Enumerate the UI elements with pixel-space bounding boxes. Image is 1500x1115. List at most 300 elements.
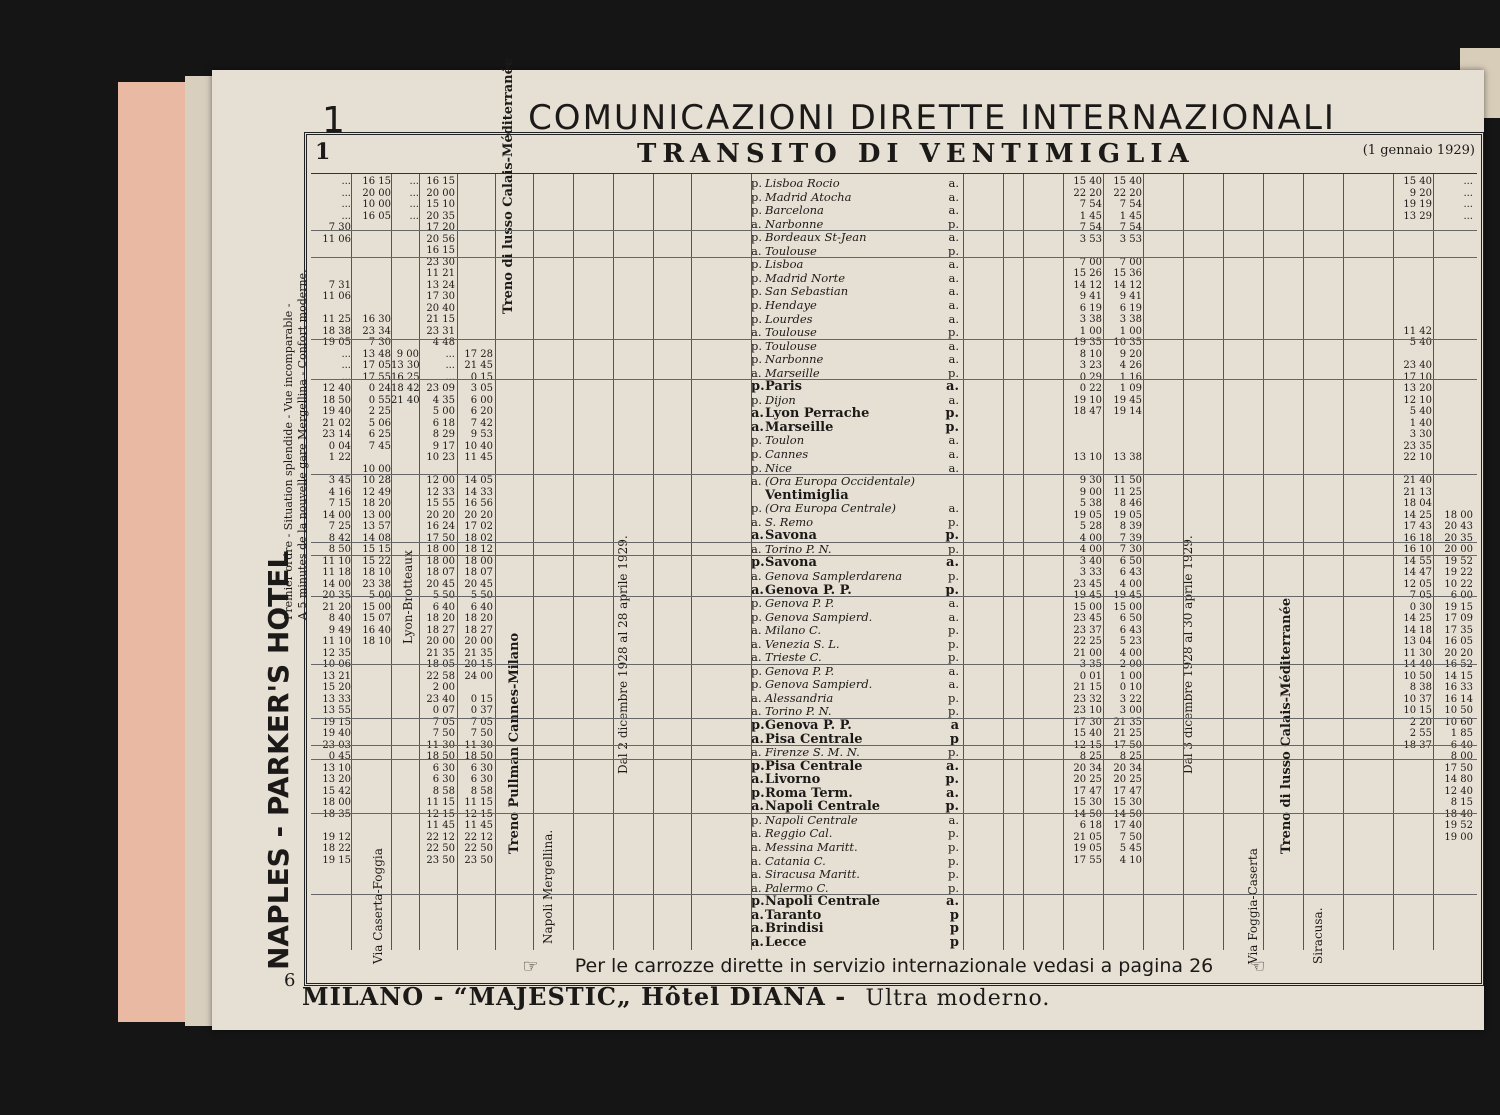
- station-direction-end: p.: [945, 799, 959, 815]
- bottom-advert: [302, 982, 1050, 1011]
- station-row: [751, 745, 963, 758]
- station-direction-end: a.: [948, 596, 959, 611]
- station-row: [751, 583, 963, 596]
- station-direction-end: p.: [947, 650, 959, 665]
- station-name: Lecce: [765, 934, 807, 950]
- station-row: [751, 867, 963, 880]
- station-row: [751, 637, 963, 650]
- station-name: Marseille: [765, 365, 820, 380]
- label-lyon: Lyon-Brotteaux: [401, 550, 415, 644]
- station-direction: p.: [751, 460, 763, 475]
- label-dal-left: Dal 2 dicembre 1928 al 28 aprile 1929.: [616, 535, 630, 774]
- station-row: [751, 704, 963, 717]
- station-direction-end: a.: [948, 257, 959, 272]
- station-direction-end: p: [949, 921, 959, 937]
- station-row: [751, 623, 963, 636]
- station-direction: a.: [751, 419, 764, 435]
- station-name: Narbonne: [765, 216, 824, 231]
- times-col-3: ... ... ... ... 9 00 13 30 16 25 18 42 21 40: [391, 176, 420, 406]
- column-rule: [613, 174, 614, 950]
- station-row: [751, 908, 963, 921]
- station-row: [751, 677, 963, 690]
- station-row: [751, 393, 963, 406]
- station-name: Milano C.: [765, 623, 822, 638]
- column-rule: [1023, 174, 1024, 950]
- bottom-advert-tail: Ultra moderno.: [865, 986, 1051, 1011]
- side-note-line-2: A 5 minutes de la nouvelle gare Mergellina - Confort moderne.: [296, 269, 309, 620]
- station-direction-end: p: [949, 731, 959, 747]
- station-name: Dijon: [765, 392, 796, 407]
- station-direction-end: p.: [945, 419, 959, 435]
- times-col-far-right-2: ... ... ... ... 18 00 20 43 20 35 20 00 19 52 19 22 10 22 6 00 19 15 17 09 17 35 16 05 20 20 16 52 14 15 16 33 16 14 10 50 10 60 1 85 6 40 8 00 17 50 14 80 12 40 8 15 18 40 19 52 19 00: [1444, 176, 1473, 843]
- station-direction: p.: [751, 270, 763, 285]
- station-row: [751, 501, 963, 514]
- station-row: [751, 759, 963, 772]
- station-name: Marseille: [765, 419, 834, 435]
- bottom-advert-main: MILANO - “MAJESTIC„ Hôtel DIANA -: [302, 982, 847, 1011]
- times-col-right-1: 15 40 22 20 7 54 1 45 7 54 3 53 7 00 15 26 14 12 9 41 6 19 3 38 1 00 19 35 8 10 3 23 0 29 0 22 19 10 18 47 13 10 9 30 9 00 5 38 19 05 5 28 4 00 4 00 3 40 3 33 23 45 19 45 15 00 23 45 23 37 22 25 21 00 3 35 0 01 21 15 23 32 23 10 17 30 15 40 12 15 8 25 20 34 20 25 17 47 15 30 14 50 6 18 21 05 19 05 17 55: [1073, 176, 1102, 866]
- page-number-bottom: 6: [284, 970, 296, 991]
- station-row: [751, 284, 963, 297]
- station-direction: p.: [751, 501, 763, 516]
- station-name: Catania C.: [765, 853, 826, 868]
- column-rule: [457, 174, 458, 950]
- station-name: Firenze S. M. N.: [765, 745, 860, 760]
- table-title: TRANSITO DI VENTIMIGLIA: [637, 139, 1195, 169]
- station-name: Genova Sampierd.: [765, 677, 873, 692]
- station-direction: a.: [751, 907, 764, 923]
- station-direction: a.: [751, 216, 762, 231]
- station-row: [751, 569, 963, 582]
- station-name: Bordeaux St-Jean: [765, 230, 867, 245]
- station-direction-end: p: [949, 934, 959, 950]
- station-direction-end: a.: [948, 176, 959, 190]
- station-direction: p.: [751, 447, 763, 461]
- station-name: S. Remo: [765, 514, 814, 529]
- column-rule: [1143, 174, 1144, 950]
- station-direction: a.: [751, 528, 764, 544]
- table-date: (1 gennaio 1929): [1362, 143, 1475, 158]
- station-row: [751, 325, 963, 338]
- station-name: Toulouse: [765, 338, 817, 353]
- station-direction: p.: [751, 230, 763, 245]
- station-name: San Sebastian: [765, 284, 849, 299]
- station-row: [751, 420, 963, 433]
- station-direction: a.: [751, 731, 764, 747]
- station-direction-end: a.: [946, 555, 959, 571]
- section-rule: [311, 596, 1477, 597]
- station-direction: p.: [751, 718, 765, 733]
- station-name: Madrid Norte: [765, 270, 846, 285]
- station-direction-end: a.: [948, 501, 959, 516]
- station-row: [751, 610, 963, 623]
- station-row: [751, 813, 963, 826]
- station-direction-end: a.: [948, 230, 959, 245]
- station-direction-end: a.: [948, 677, 959, 692]
- station-direction: p.: [751, 352, 763, 367]
- station-direction-end: a.: [948, 663, 959, 678]
- table-footer-text: Per le carrozze dirette in servizio internazionale vedasi a pagina 26: [574, 955, 1214, 977]
- label-foggia-right: Via Foggia-Caserta: [1246, 848, 1260, 964]
- station-direction: a.: [751, 582, 764, 598]
- station-direction: p.: [751, 555, 765, 571]
- station-row: [751, 271, 963, 284]
- station-name: Genova Samplerdarena: [765, 568, 903, 583]
- station-direction: a.: [751, 745, 762, 760]
- times-col-5: 17 28 21 45 0 15 3 05 6 00 6 20 7 42 9 53 10 40 11 45 14 05 14 33 16 56 20 20 17 02 18 02 18 12 18 00 18 07 20 45 5 50 6 40 18 20 18 27 20 00 21 35 20 15 24 00 0 15 0 37 7 05 7 50 11 30 18 50 6 30 6 30 8 58 11 15 12 15 11 45 22 12 22 50 23 50: [464, 348, 493, 866]
- station-direction-end: p.: [945, 406, 959, 422]
- column-rule: [1433, 174, 1434, 950]
- station-name: Toulouse: [765, 325, 817, 340]
- station-row: [751, 447, 963, 460]
- station-direction-end: a.: [948, 433, 959, 448]
- label-pullman: Treno Pullman Cannes-Milano: [507, 632, 522, 854]
- section-rule: [311, 555, 1477, 556]
- station-direction-end: a.: [946, 894, 959, 910]
- station-row: [751, 894, 963, 910]
- station-name: Savona: [765, 555, 817, 571]
- station-direction: a.: [751, 623, 762, 638]
- table-number: 1: [315, 139, 331, 165]
- station-direction-end: p.: [947, 636, 959, 651]
- station-name: Lisboa: [765, 257, 804, 272]
- label-dal-right: Dal 3 dicembre 1928 al 30 aprile 1929.: [1181, 535, 1195, 774]
- section-rule: [311, 474, 1477, 475]
- station-row: [751, 691, 963, 704]
- station-row: [751, 772, 963, 788]
- station-direction-end: p.: [945, 582, 959, 598]
- section-rule: [311, 230, 1477, 231]
- station-direction: a.: [751, 704, 762, 719]
- section-rule: [311, 339, 1477, 340]
- station-row: [751, 203, 963, 216]
- station-row: [751, 555, 963, 571]
- side-note-line-1: Premier ordre - Situation splendide - Vue incomparable -: [282, 303, 295, 620]
- station-name: Torino P. N.: [765, 541, 832, 556]
- station-row: [751, 244, 963, 257]
- column-rule: [963, 174, 964, 950]
- column-rule: [1003, 174, 1004, 950]
- station-direction: p.: [751, 392, 763, 407]
- station-row: [751, 826, 963, 839]
- station-row: [751, 650, 963, 663]
- station-direction: a.: [751, 799, 764, 815]
- column-rule: [1183, 174, 1184, 950]
- station-direction-end: a.: [948, 609, 959, 624]
- station-direction-end: p.: [947, 690, 959, 705]
- label-lusso-right: Treno di lusso Calais-Méditerranée: [1279, 597, 1294, 854]
- station-direction: a.: [751, 839, 762, 854]
- label-lusso-left: Treno di lusso Calais-Méditerranée: [501, 57, 516, 314]
- station-direction-end: a.: [948, 460, 959, 475]
- station-direction-end: p.: [947, 853, 959, 868]
- section-rule: [311, 813, 1477, 814]
- page-number-top: 1: [322, 100, 345, 141]
- station-direction-end: a.: [948, 297, 959, 312]
- station-row: [751, 488, 963, 501]
- station-row: [751, 732, 963, 745]
- station-name: Genova P. P.: [765, 582, 852, 598]
- station-direction: p.: [751, 663, 763, 678]
- section-rule: [311, 718, 1477, 719]
- station-direction: p.: [751, 284, 763, 299]
- station-direction-end: p.: [947, 514, 959, 529]
- station-direction-end: p.: [947, 243, 959, 258]
- times-col-4: 16 15 20 00 15 10 20 35 17 20 20 56 16 15 23 30 11 21 13 24 17 30 20 40 21 15 23 31 4 48 ... ... ... 23 09 4 35 5 00 6 18 8 29 9 17 10 23 12 00 12 33 15 55 20 20 16 24 17 50 18 00 18 00 18 07 20 45 5 50 6 40 18 20 18 27 20 00 21 35 18 05 22 58 2 00 23 40 0 07 7 05 7 50 11 30 18 50 6 30 6 30 8 58 11 15 12 15 11 45 22 12 22 50 23 50: [426, 176, 455, 866]
- station-direction: a.: [751, 690, 762, 705]
- station-name: Hendaye: [765, 297, 817, 312]
- station-name: Toulouse: [765, 243, 817, 258]
- station-direction-end: a.: [946, 785, 959, 801]
- table-footer: [307, 955, 1481, 977]
- station-direction: a.: [751, 853, 762, 868]
- station-direction: a.: [751, 867, 762, 882]
- station-direction-end: p: [949, 907, 959, 923]
- station-name: Napoli Centrale: [765, 894, 881, 910]
- station-direction: p.: [751, 379, 765, 395]
- station-direction-end: a.: [948, 189, 959, 204]
- column-rule: [419, 174, 420, 950]
- station-direction: p.: [751, 433, 763, 448]
- station-name: Lourdes: [765, 311, 813, 326]
- column-rule: [1103, 174, 1104, 950]
- station-direction: a.: [751, 514, 762, 529]
- station-direction: p.: [751, 758, 765, 774]
- pointing-hand-icon: ☞: [522, 956, 539, 977]
- station-name: Livorno: [765, 772, 821, 788]
- station-direction-end: p.: [947, 704, 959, 719]
- station-row: [751, 664, 963, 677]
- station-name: Pisa Centrale: [765, 758, 863, 774]
- column-rule: [751, 174, 752, 950]
- station-row: [751, 312, 963, 325]
- column-rule: [1223, 174, 1224, 950]
- station-name: Savona: [765, 528, 817, 544]
- station-direction-end: a.: [948, 447, 959, 461]
- station-name: Alessandria: [765, 690, 834, 705]
- station-name: (Ora Europa Occidentale): [765, 474, 916, 489]
- station-direction-end: p.: [947, 745, 959, 760]
- column-rule: [533, 174, 534, 950]
- station-direction-end: p.: [947, 325, 959, 340]
- page-header: COMUNICAZIONI DIRETTE INTERNAZIONALI: [528, 98, 1336, 138]
- station-direction: a.: [751, 826, 762, 841]
- station-name: Lisboa Rocio: [765, 176, 840, 190]
- station-direction: a.: [751, 772, 764, 788]
- station-row: [751, 474, 963, 487]
- column-rule: [1063, 174, 1064, 950]
- station-direction-end: a.: [948, 812, 959, 827]
- timetable-page: [212, 57, 1484, 1030]
- station-name: Pisa Centrale: [765, 731, 863, 747]
- station-row: [751, 786, 963, 799]
- station-direction-end: p.: [947, 826, 959, 841]
- station-row: [751, 718, 963, 731]
- station-direction: p.: [751, 203, 763, 218]
- station-direction-end: p.: [947, 365, 959, 380]
- label-mergellina: Napoli Mergellina.: [541, 829, 555, 944]
- column-rule: [573, 174, 574, 950]
- station-row: [751, 799, 963, 815]
- station-direction: p.: [751, 297, 763, 312]
- station-row: [751, 840, 963, 853]
- station-direction-end: a: [950, 718, 959, 733]
- section-rule: [311, 664, 1477, 665]
- label-siracusa: Siracusa.: [1311, 907, 1325, 964]
- station-name: Barcelona: [765, 203, 824, 218]
- station-row: [751, 176, 963, 189]
- station-direction-end: a.: [948, 311, 959, 326]
- station-name: Napoli Centrale: [765, 812, 858, 827]
- station-direction: p.: [751, 189, 763, 204]
- station-direction-end: p.: [947, 216, 959, 231]
- times-col-2: 16 15 20 00 10 00 16 05 16 30 23 34 7 30 13 48 17 05 17 55 0 24 0 55 2 25 5 06 6 25 7 45 10 00 10 28 12 49 18 20 13 00 13 57 14 08 15 15 15 22 18 10 23 38 5 00 15 00 15 07 16 40 18 10: [362, 176, 391, 647]
- column-rule: [1263, 174, 1264, 950]
- station-direction-end: p.: [947, 839, 959, 854]
- station-column: [751, 174, 963, 950]
- page-stack-edge: [185, 76, 215, 1026]
- station-direction: a.: [751, 568, 762, 583]
- station-direction: a.: [751, 243, 762, 258]
- station-direction-end: a.: [948, 270, 959, 285]
- station-direction: a.: [751, 636, 762, 651]
- station-direction: p.: [751, 311, 763, 326]
- section-rule: [311, 745, 1477, 746]
- label-caserta-left: Via Caserta-Foggia: [371, 848, 385, 964]
- station-direction-end: p.: [947, 568, 959, 583]
- station-direction-end: p.: [947, 867, 959, 882]
- station-direction-end: a.: [948, 338, 959, 353]
- column-rule: [351, 174, 352, 950]
- station-direction-end: a.: [946, 758, 959, 774]
- station-row: [751, 217, 963, 230]
- column-rule: [1303, 174, 1304, 950]
- times-col-right-2: 15 40 22 20 7 54 1 45 7 54 3 53 7 00 15 36 14 12 9 41 6 19 3 38 1 00 10 35 9 20 4 26 1 16 1 09 19 45 19 14 13 38 11 50 11 25 8 46 19 05 8 39 7 39 7 30 6 50 6 43 4 00 19 45 15 00 6 50 6 43 5 23 4 00 2 00 1 00 0 10 3 22 3 00 21 35 21 25 17 50 8 25 20 34 20 25 17 47 15 30 14 50 17 40 7 50 5 45 4 10: [1113, 176, 1142, 866]
- station-row: [751, 542, 963, 555]
- column-rule: [691, 174, 692, 950]
- station-direction: p.: [751, 894, 765, 910]
- station-row: [751, 257, 963, 270]
- station-direction: a.: [751, 365, 762, 380]
- station-name: Roma Term.: [765, 785, 853, 801]
- station-direction-end: p.: [945, 528, 959, 544]
- station-name: Napoli Centrale: [765, 799, 881, 815]
- station-direction-end: a.: [948, 284, 959, 299]
- station-direction-end: a.: [948, 352, 959, 367]
- station-name: Palermo C.: [765, 880, 829, 895]
- station-row: [751, 515, 963, 528]
- station-direction-end: a.: [948, 392, 959, 407]
- station-name: Genova P. P.: [765, 718, 852, 733]
- station-name: Nice: [765, 460, 792, 475]
- station-direction-end: a.: [946, 379, 959, 395]
- station-row: [751, 935, 963, 948]
- station-direction-end: a.: [948, 203, 959, 218]
- station-direction-end: p.: [947, 880, 959, 895]
- station-row: [751, 298, 963, 311]
- station-direction: a.: [751, 880, 762, 895]
- section-rule: [311, 379, 1477, 380]
- station-name: Lyon Perrache: [765, 406, 870, 422]
- station-direction: p.: [751, 677, 763, 692]
- station-direction: a.: [751, 934, 764, 950]
- station-row: [751, 406, 963, 422]
- section-rule: [311, 542, 1477, 543]
- station-row: [751, 921, 963, 937]
- station-row: [751, 596, 963, 609]
- station-direction: a.: [751, 406, 764, 422]
- station-name: Ventimiglia: [765, 487, 849, 503]
- station-name: Genova P. P.: [765, 596, 835, 611]
- station-row: [751, 230, 963, 243]
- station-row: [751, 433, 963, 446]
- column-rule: [1393, 174, 1394, 950]
- section-rule: [311, 759, 1477, 760]
- station-name: Torino P. N.: [765, 704, 832, 719]
- station-direction: p.: [751, 596, 763, 611]
- station-row: [751, 190, 963, 203]
- station-name: Brindisi: [765, 921, 824, 937]
- section-rule: [311, 894, 1477, 895]
- station-name: Genova Sampierd.: [765, 609, 873, 624]
- station-name: Taranto: [765, 907, 822, 923]
- station-row: [751, 528, 963, 544]
- station-name: Paris: [765, 379, 802, 395]
- station-direction: a.: [751, 541, 762, 556]
- times-col-1: ... ... ... ... 7 30 11 06 7 31 11 06 11 25 18 38 19 05 ... ... ... 12 40 18 50 19 40 21 02 23 14 0 04 1 22 3 45 4 16 7 15 14 00 7 25 8 42 8 50 11 10 11 18 14 00 20 35 21 20 8 40 9 49 11 10 12 35 10 06 13 21 15 20 13 33 13 55 19 15 19 40 23 03 0 45 13 10 13 20 15 42 18 00 18 35 19 12 18 22 19 15: [322, 176, 351, 866]
- station-row: [751, 379, 963, 395]
- station-name: Narbonne: [765, 352, 824, 367]
- column-rule: [495, 174, 496, 950]
- station-direction-end: p.: [947, 541, 959, 556]
- station-direction: p.: [751, 338, 763, 353]
- station-direction: a.: [751, 474, 762, 489]
- station-direction: p.: [751, 609, 763, 624]
- station-name: Reggio Cal.: [765, 826, 833, 841]
- pointing-hand-icon: ☜: [1249, 956, 1266, 977]
- station-direction: p.: [751, 176, 763, 190]
- station-name: Genova P. P.: [765, 663, 835, 678]
- column-rule: [391, 174, 392, 950]
- station-name: (Ora Europa Centrale): [765, 501, 896, 516]
- station-name: Toulon: [765, 433, 805, 448]
- times-col-far-right-1: 15 40 9 20 19 19 13 29 11 42 5 40 23 40 17 10 13 20 12 10 5 40 1 40 3 30 23 35 22 10 21 40 21 13 18 04 14 25 17 43 16 18 16 10 14 55 14 47 12 05 7 05 0 30 14 25 14 18 13 04 11 30 14 40 10 50 8 38 10 37 10 15 2 20 2 55 18 37: [1403, 176, 1432, 751]
- column-rule: [653, 174, 654, 950]
- station-name: Venezia S. L.: [765, 636, 840, 651]
- station-row: [751, 461, 963, 474]
- station-name: Cannes: [765, 447, 809, 461]
- station-direction: a.: [751, 650, 762, 665]
- section-rule: [311, 257, 1477, 258]
- station-row: [751, 854, 963, 867]
- station-direction-end: p.: [947, 623, 959, 638]
- station-direction: a.: [751, 921, 764, 937]
- column-rule: [1343, 174, 1344, 950]
- station-name: Madrid Atocha: [765, 189, 852, 204]
- station-row: [751, 352, 963, 365]
- side-advert-text: NAPLES - PARKER'S HOTEL: [262, 550, 295, 970]
- station-name: Siracusa Maritt.: [765, 867, 860, 882]
- station-direction: a.: [751, 325, 762, 340]
- station-direction: p.: [751, 812, 763, 827]
- station-name: Messina Maritt.: [765, 839, 858, 854]
- station-row: [751, 339, 963, 352]
- station-row: [751, 881, 963, 894]
- station-name: Trieste C.: [765, 650, 822, 665]
- station-direction: p.: [751, 257, 763, 272]
- station-direction-end: p.: [945, 772, 959, 788]
- station-row: [751, 366, 963, 379]
